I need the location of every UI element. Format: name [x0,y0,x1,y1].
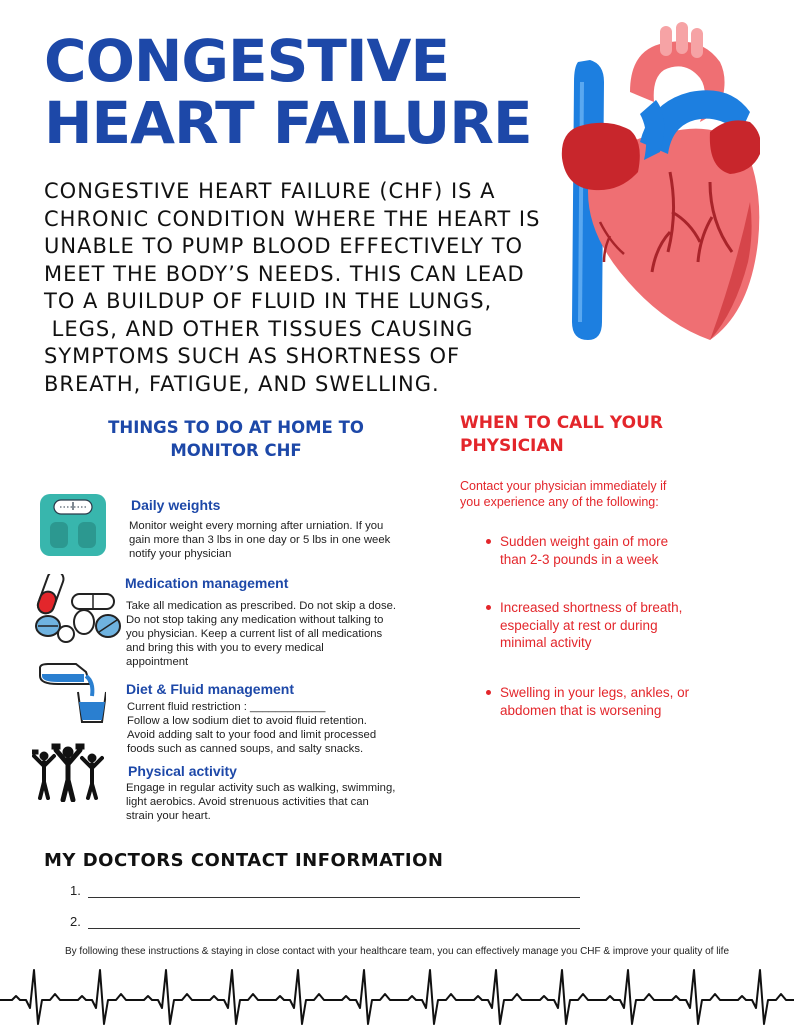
item-title: Medication management [125,575,289,591]
daily-weights-item [131,497,220,513]
heart-illustration [560,22,760,342]
item-text-line: Do not stop taking any medication without talking to [126,614,384,626]
footer-note: By following these instructions & staying in close contact with your healthcare team, you can effectively manage you CHF & improve your quality of life [64,946,730,957]
physical-activity-text [126,781,395,823]
item-text-line: Monitor weight every morning after urniation. If you [129,520,384,532]
call-physician-heading [460,412,720,458]
call-heading-line: PHYSICIAN [460,436,564,456]
blank-line[interactable] [88,914,580,929]
title-line-2: HEART FAILURE [44,89,532,157]
doctor-contact-line-1[interactable] [70,883,580,898]
symptom-line: minimal activity [500,635,592,650]
symptom-item [484,533,724,568]
line-number: 1. [70,883,81,898]
intro-line: UNABLE TO PUMP BLOOD EFFECTIVELY TO [44,234,524,258]
intro-paragraph [44,178,544,398]
intro-line: CONGESTIVE HEART FAILURE (CHF) IS A [44,179,496,203]
home-heading-line: THINGS TO DO AT HOME TO [108,418,364,437]
physical-activity-item [128,763,237,779]
item-text-line: Engage in regular activity such as walking, swimming, [126,782,396,794]
symptom-line: Increased shortness of breath, [500,600,683,615]
item-text-line: Avoid adding salt to your food and limit processed [127,729,377,741]
symptom-list [484,684,724,719]
item-title: Daily weights [131,497,221,513]
symptom-line: especially at rest or during [500,617,658,633]
intro-line: BREATH, FATIGUE, AND SWELLING. [44,371,440,396]
item-text-line: light aerobics. Avoid strenuous activities that can [126,796,369,808]
intro-line: CHRONIC CONDITION WHERE THE HEART IS [44,206,541,231]
symptom-line: Sudden weight gain of more [500,534,669,549]
intro-line: LEGS, AND OTHER TISSUES CAUSING [44,316,474,341]
doctors-contact-heading: MY DOCTORS CONTACT INFORMATION [44,850,444,871]
home-heading-line: MONITOR CHF [170,441,302,460]
doctor-contact-line-2[interactable] [70,914,580,929]
line-number: 2. [70,914,81,929]
scale-icon [38,492,108,558]
daily-weights-text [129,519,390,561]
pills-icon [32,574,124,644]
call-intro-line: you experience any of the following: [460,495,659,509]
symptom-item [484,684,724,719]
call-intro-line: Contact your physician immediately if [460,479,667,493]
call-physician-intro [460,478,720,510]
item-text-line: foods such as canned soups, and salty snacks. [127,743,364,755]
page-title [44,27,532,157]
item-title: Physical activity [128,763,237,779]
symptom-line: abdomen that is worsening [500,702,662,718]
item-text-line: and bring this with you to every medical [126,642,324,654]
item-title: Diet & Fluid management [126,681,295,697]
symptom-line: than 2-3 pounds in a week [500,551,659,567]
call-heading-line: WHEN TO CALL YOUR [460,413,663,433]
symptom-item [484,599,724,652]
intro-line: MEET THE BODY’S NEEDS. THIS CAN LEAD [44,261,525,286]
diet-fluid-text [127,700,376,756]
item-text-line: you physician. Keep a current list of all medications [126,628,383,640]
water-glass-icon [38,662,106,724]
item-text-line: Current fluid restriction : ____________ [127,701,326,713]
item-text-line: Take all medication as prescribed. Do not skip a dose. [126,600,397,612]
medication-management-item [125,575,288,591]
exercise-people-icon [32,742,104,802]
item-text-line: strain your heart. [126,810,211,822]
item-text-line: gain more than 3 lbs in one day or 5 lbs in one week [129,534,391,546]
title-line-1: CONGESTIVE [44,27,450,95]
home-monitoring-heading [100,416,372,462]
intro-line: SYMPTOMS SUCH AS SHORTNESS OF [44,344,461,368]
blank-line[interactable] [88,883,580,898]
item-text-line: notify your physician [129,548,232,560]
symptom-line: Swelling in your legs, ankles, or [500,685,690,700]
item-text-line: Follow a low sodium diet to avoid fluid retention. [127,715,367,727]
item-text-line: appointment [126,656,189,668]
medication-management-text [126,599,396,669]
intro-line: TO A BUILDUP OF FLUID IN THE LUNGS, [44,289,493,313]
ekg-heartbeat-line [0,966,794,1028]
symptom-list [484,599,724,652]
symptom-list [484,533,724,568]
diet-fluid-item [126,681,294,697]
